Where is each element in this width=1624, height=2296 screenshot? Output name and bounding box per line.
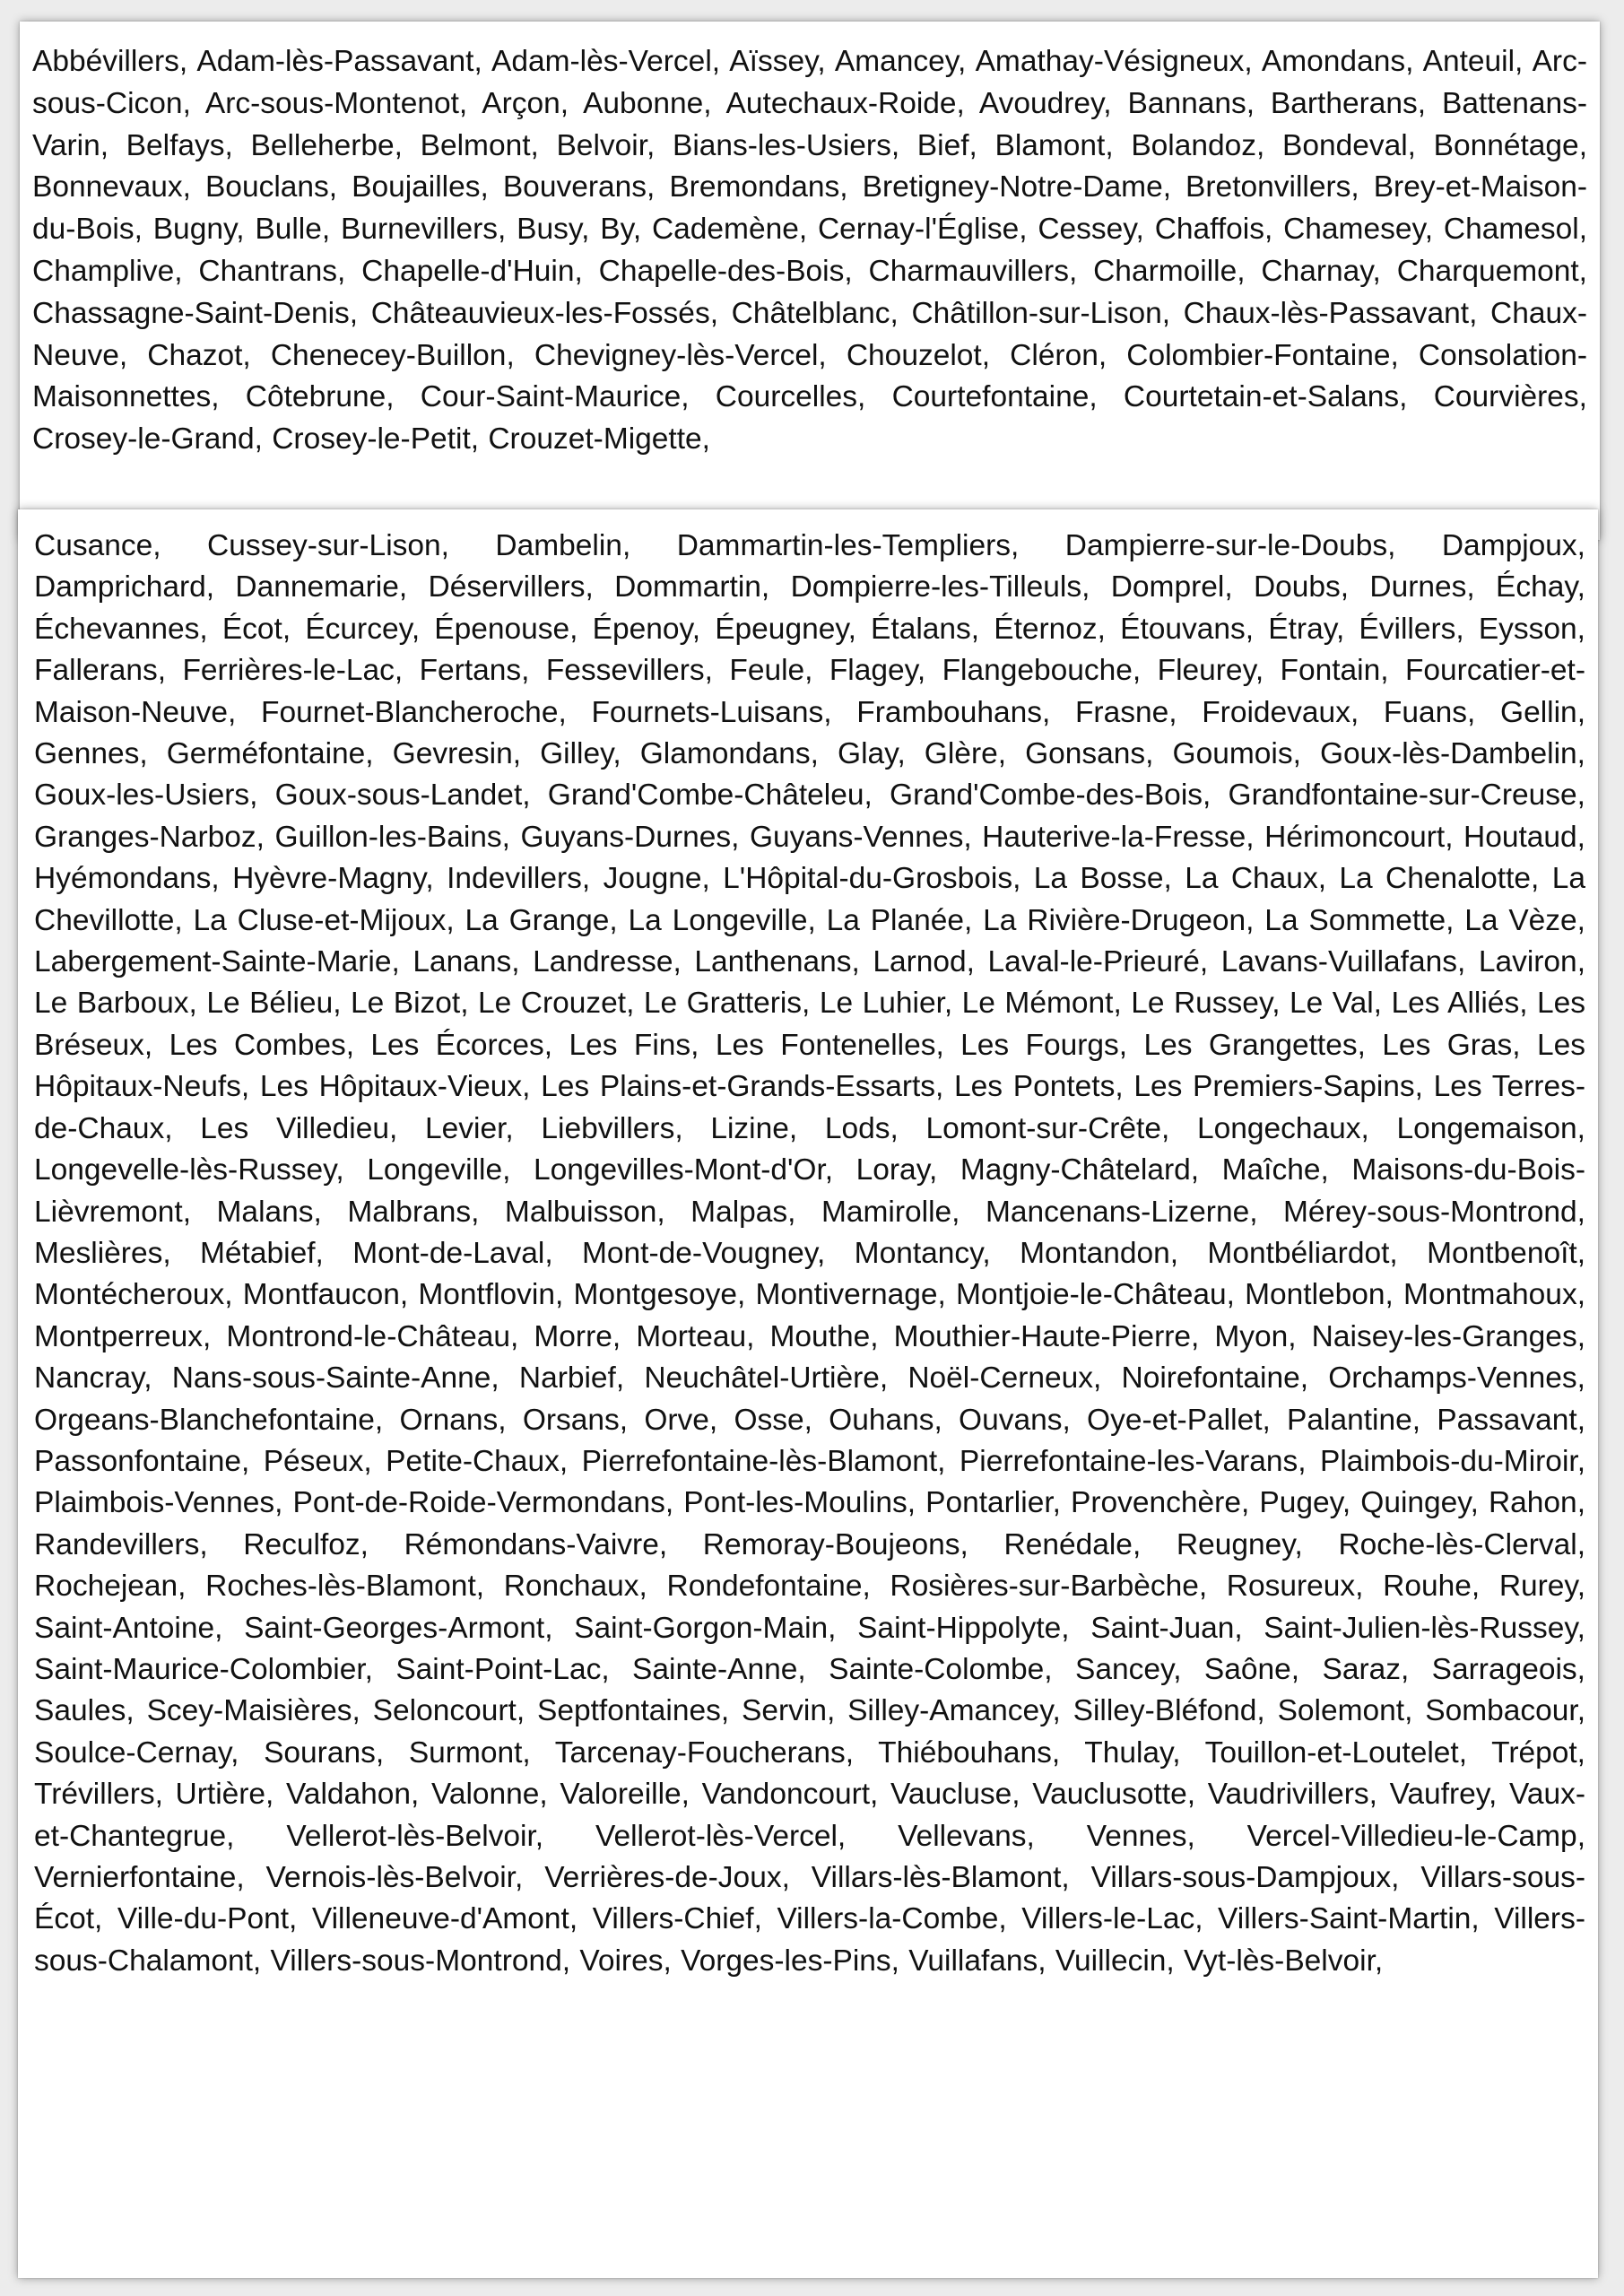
commune-list-part-1: Abbévillers, Adam-lès-Passavant, Adam-lès-Vercel, Aïssey, Amancey, Amathay-Vésigneux, Amondans, Anteuil, Arc-sous-Cicon, Arc-sous-Montenot, Arçon, Aubonne, Autechaux-Roide, Avoudrey, Bannans, Bartherans, Battenans-Varin, Belfays, Belleherbe, Belmont, Belvoir, Bians-les-Usiers, Bief, Blamont, Bolandoz, Bondeval, Bonnétage, Bonnevaux, Bouclans, Boujailles, Bouverans, Bremondans, Bretigney-Notre-Dame, Bretonvillers, Brey-et-Maison-du-Bois, Bugny, Bulle, Burnevillers, Busy, By, Cademène, Cernay-l'Église, Cessey, Chaffois, Chamesey, Chamesol, Champlive, Chantrans, Chapelle-d'Huin, Chapelle-des-Bois, Charmauvillers, Charmoille, Charnay, Charquemont, Chassagne-Saint-Denis, Châteauvieux-les-Fossés, Châtelblanc, Châtillon-sur-Lison, Chaux-lès-Passavant, Chaux-Neuve, Chazot, Chenecey-Buillon, Chevigney-lès-Vercel, Chouzelot, Cléron, Colombier-Fontaine, Consolation-Maisonnettes, Côtebrune, Cour-Saint-Maurice, Courcelles, Courtefontaine, Courtetain-et-Salans, Courvières, Crosey-le-Grand, Crosey-le-Petit, Crouzet-Migette, <box>32 45 1587 457</box>
document-clip-bottom <box>18 509 1598 2278</box>
commune-list-part-2: Cusance, Cussey-sur-Lison, Dambelin, Dammartin-les-Templiers, Dampierre-sur-le-Doubs, Dampjoux, Damprichard, Dannemarie, Déservillers, Dommartin, Dompierre-les-Tilleuls, Domprel, Doubs, Durnes, Échay, Échevannes, Écot, Écurcey, Épenouse, Épenoy, Épeugney, Étalans, Éternoz, Étouvans, Étray, Évillers, Eysson, Fallerans, Ferrières-le-Lac, Fertans, Fessevillers, Feule, Flagey, Flangebouche, Fleurey, Fontain, Fourcatier-et-Maison-Neuve, Fournet-Blancheroche, Fournets-Luisans, Frambouhans, Frasne, Froidevaux, Fuans, Gellin, Gennes, Germéfontaine, Gevresin, Gilley, Glamondans, Glay, Glère, Gonsans, Goumois, Goux-lès-Dambelin, Goux-les-Usiers, Goux-sous-Landet, Grand'Combe-Châteleu, Grand'Combe-des-Bois, Grandfontaine-sur-Creuse, Granges-Narboz, Guillon-les-Bains, Guyans-Durnes, Guyans-Vennes, Hauterive-la-Fresse, Hérimoncourt, Houtaud, Hyémondans, Hyèvre-Magny, Indevillers, Jougne, L'Hôpital-du-Grosbois, La Bosse, La Chaux, La Chenalotte, La Chevillotte, La Cluse-et-Mijoux, La Grange, La Longeville, La Planée, La Rivière-Drugeon, La Sommette, La Vèze, Labergement-Sainte-Marie, Lanans, Landresse, Lanthenans, Larnod, Laval-le-Prieuré, Lavans-Vuillafans, Laviron, Le Barboux, Le Bélieu, Le Bizot, Le Crouzet, Le Gratteris, Le Luhier, Le Mémont, Le Russey, Le Val, Les Alliés, Les Bréseux, Les Combes, Les Écorces, Les Fins, Les Fontenelles, Les Fourgs, Les Grangettes, Les Gras, Les Hôpitaux-Neufs, Les Hôpitaux-Vieux, Les Plains-et-Grands-Essarts, Les Pontets, Les Premiers-Sapins, Les Terres-de-Chaux, Les Villedieu, Levier, Liebvillers, Lizine, Lods, Lomont-sur-Crête, Longechaux, Longemaison, Longevelle-lès-Russey, Longeville, Longevilles-Mont-d'Or, Loray, Magny-Châtelard, Maîche, Maisons-du-Bois-Lièvremont, Malans, Malbrans, Malbuisson, Malpas, Mamirolle, Mancenans-Lizerne, Mérey-sous-Montrond, Meslières, Métabief, Mont-de-Laval, Mont-de-Vougney, Montancy, Montandon, Montbéliardot, Montbenoît, Montécheroux, Montfaucon, Montflovin, Montgesoye, Montivernage, Montjoie-le-Château, Montlebon, Montmahoux, Montperreux, Montrond-le-Château, Morre, Morteau, Mouthe, Mouthier-Haute-Pierre, Myon, Naisey-les-Granges, Nancray, Nans-sous-Sainte-Anne, Narbief, Neuchâtel-Urtière, Noël-Cerneux, Noirefontaine, Orchamps-Vennes, Orgeans-Blanchefontaine, Ornans, Orsans, Orve, Osse, Ouhans, Ouvans, Oye-et-Pallet, Palantine, Passavant, Passonfontaine, Péseux, Petite-Chaux, Pierrefontaine-lès-Blamont, Pierrefontaine-les-Varans, Plaimbois-du-Miroir, Plaimbois-Vennes, Pont-de-Roide-Vermondans, Pont-les-Moulins, Pontarlier, Provenchère, Pugey, Quingey, Rahon, Randevillers, Reculfoz, Rémondans-Vaivre, Remoray-Boujeons, Renédale, Reugney, Roche-lès-Clerval, Rochejean, Roches-lès-Blamont, Ronchaux, Rondefontaine, Rosières-sur-Barbèche, Rosureux, Rouhe, Rurey, Saint-Antoine, Saint-Georges-Armont, Saint-Gorgon-Main, Saint-Hippolyte, Saint-Juan, Saint-Julien-lès-Russey, Saint-Maurice-Colombier, Saint-Point-Lac, Sainte-Anne, Sainte-Colombe, Sancey, Saône, Saraz, Sarrageois, Saules, Scey-Maisières, Seloncourt, Septfontaines, Servin, Silley-Amancey, Silley-Bléfond, Solemont, Sombacour, Soulce-Cernay, Sourans, Surmont, Tarcenay-Foucherans, Thiébouhans, Thulay, Touillon-et-Loutelet, Trépot, Trévillers, Urtière, Valdahon, Valonne, Valoreille, Vandoncourt, Vaucluse, Vauclusotte, Vaudrivillers, Vaufrey, Vaux-et-Chantegrue, Vellerot-lès-Belvoir, Vellerot-lès-Vercel, Vellevans, Vennes, Vercel-Villedieu-le-Camp, Vernierfontaine, Vernois-lès-Belvoir, Verrières-de-Joux, Villars-lès-Blamont, Villars-sous-Dampjoux, Villars-sous-Écot, Ville-du-Pont, Villeneuve-d'Amont, Villers-Chief, Villers-la-Combe, Villers-le-Lac, Villers-Saint-Martin, Villers-sous-Chalamont, Villers-sous-Montrond, Voires, Vorges-les-Pins, Vuillafans, Vuillecin, Vyt-lès-Belvoir, <box>34 529 1585 1978</box>
document-clip-top <box>20 22 1600 540</box>
